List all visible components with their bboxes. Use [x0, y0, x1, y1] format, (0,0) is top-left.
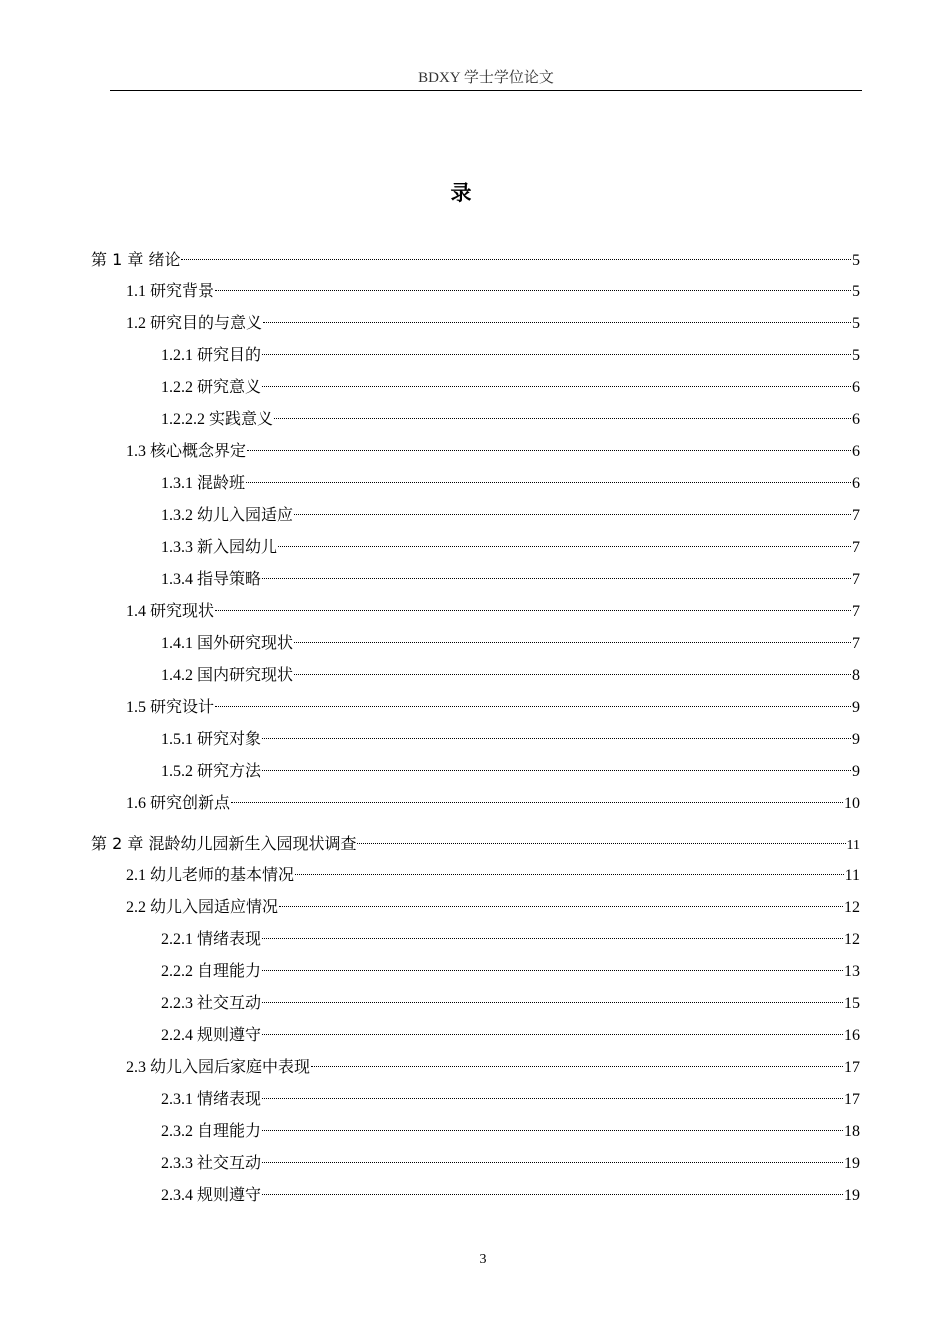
dot-leader: [274, 418, 851, 419]
dot-leader: [247, 450, 851, 451]
toc-entry-title: 1.3.1 混龄班: [161, 475, 246, 492]
dot-leader: [262, 578, 851, 579]
dot-leader: [294, 674, 851, 675]
toc-entry-title: 2.2.4 规则遵守: [161, 1027, 262, 1044]
dot-leader: [279, 906, 843, 907]
toc-entry-page: 7: [852, 539, 860, 556]
toc-entry[interactable]: [161, 1184, 860, 1208]
dot-leader: [215, 290, 851, 291]
dot-leader: [181, 259, 851, 260]
dot-leader: [262, 938, 843, 939]
toc-entry-page: 17: [844, 1059, 860, 1076]
toc-entry-title: 1.2 研究目的与意义: [126, 315, 263, 332]
toc-entry[interactable]: [161, 992, 860, 1016]
toc-entry[interactable]: [161, 928, 860, 952]
toc-entry-title: 1.3 核心概念界定: [126, 443, 247, 460]
toc-entry-title: 2.3.2 自理能力: [161, 1123, 262, 1140]
toc-entry-page: 10: [844, 795, 860, 812]
toc-chapter-entry[interactable]: [91, 248, 860, 272]
toc-entry-title: 1.1 研究背景: [126, 283, 215, 300]
toc-entry-title: 1.3.4 指导策略: [161, 571, 262, 588]
dot-leader: [278, 546, 851, 547]
toc-entry[interactable]: [126, 600, 860, 624]
toc-entry-title: 1.2.2.2 实践意义: [161, 411, 274, 428]
toc-entry[interactable]: [126, 896, 860, 920]
toc-entry-title: 第 1 章 绪论: [91, 250, 181, 269]
toc-entry-page: 15: [844, 995, 860, 1012]
toc-entry[interactable]: [161, 664, 860, 688]
toc-entry-page: 7: [852, 603, 860, 620]
toc-entry-page: 9: [852, 699, 860, 716]
toc-entry-page: 6: [852, 475, 860, 492]
toc-entry-page: 17: [844, 1091, 860, 1108]
toc-entry[interactable]: [161, 632, 860, 656]
toc-entry-title: 1.4.1 国外研究现状: [161, 635, 294, 652]
toc-entry-page: 8: [852, 667, 860, 684]
toc-entry[interactable]: [126, 864, 860, 888]
toc-entry-title: 2.2.3 社交互动: [161, 995, 262, 1012]
toc-entry[interactable]: [161, 408, 860, 432]
toc-entry[interactable]: [161, 960, 860, 984]
toc-entry-page: 19: [844, 1155, 860, 1172]
toc-entry-title: 1.6 研究创新点: [126, 795, 231, 812]
toc-entry-page: 7: [852, 635, 860, 652]
toc-entry-title: 1.4 研究现状: [126, 603, 215, 620]
toc-entry-title: 2.3.3 社交互动: [161, 1155, 262, 1172]
toc-entry[interactable]: [161, 760, 860, 784]
toc-entry-title: 1.2.2 研究意义: [161, 379, 262, 396]
toc-entry-title: 2.2.1 情绪表现: [161, 931, 262, 948]
dot-leader: [262, 354, 851, 355]
toc-entry-title: 1.5.2 研究方法: [161, 763, 262, 780]
toc-entry-page: 5: [852, 347, 860, 364]
toc-entry[interactable]: [161, 472, 860, 496]
dot-leader: [262, 1002, 843, 1003]
toc-entry-page: 12: [844, 899, 860, 916]
toc-entry-title: 2.3.4 规则遵守: [161, 1187, 262, 1204]
toc-entry-page: 9: [852, 731, 860, 748]
toc-entry-page: 5: [852, 283, 860, 300]
toc-entry[interactable]: [126, 696, 860, 720]
toc-entry-title: 2.2 幼儿入园适应情况: [126, 899, 279, 916]
toc-entry[interactable]: [126, 312, 860, 336]
toc-entry-page: 6: [852, 411, 860, 428]
toc-entry-title: 2.1 幼儿老师的基本情况: [126, 867, 295, 884]
dot-leader: [357, 843, 845, 844]
dot-leader: [262, 1194, 843, 1195]
toc-entry-page: 5: [852, 252, 860, 269]
toc-entry[interactable]: [161, 1120, 860, 1144]
dot-leader: [262, 1098, 843, 1099]
toc-chapter-entry[interactable]: [91, 832, 860, 856]
dot-leader: [262, 1130, 843, 1131]
dot-leader: [215, 610, 851, 611]
dot-leader: [294, 642, 851, 643]
toc-entry-page: 13: [844, 963, 860, 980]
toc-entry[interactable]: [126, 280, 860, 304]
toc-entry-page: 9: [852, 763, 860, 780]
toc-entry[interactable]: [161, 568, 860, 592]
dot-leader: [231, 802, 843, 803]
toc-entry-page: 7: [852, 571, 860, 588]
dot-leader: [263, 322, 851, 323]
toc-entry-page: 6: [852, 443, 860, 460]
toc-entry-page: 18: [844, 1123, 860, 1140]
toc-entry[interactable]: [161, 536, 860, 560]
toc-entry-page: 11: [846, 838, 860, 853]
toc-entry-title: 1.3.3 新入园幼儿: [161, 539, 278, 556]
toc-entry[interactable]: [161, 344, 860, 368]
dot-leader: [295, 874, 844, 875]
toc-entry-title: 2.2.2 自理能力: [161, 963, 262, 980]
dot-leader: [262, 970, 843, 971]
toc-entry[interactable]: [161, 1152, 860, 1176]
toc-entry-title: 2.3.1 情绪表现: [161, 1091, 262, 1108]
toc-entry[interactable]: [161, 1088, 860, 1112]
dot-leader: [311, 1066, 843, 1067]
dot-leader: [294, 514, 851, 515]
page-number: 3: [479, 1252, 487, 1267]
toc-entry-page: 6: [852, 379, 860, 396]
dot-leader: [262, 1162, 843, 1163]
toc-entry-title: 1.3.2 幼儿入园适应: [161, 507, 294, 524]
toc-entry-page: 11: [844, 867, 860, 884]
toc-entry[interactable]: [126, 792, 860, 816]
dot-leader: [262, 738, 851, 739]
toc-title: 录: [450, 181, 472, 205]
toc-entry-page: 5: [852, 315, 860, 332]
header-text: BDXY 学士学位论文: [418, 70, 554, 86]
page-footer: [0, 1250, 950, 1270]
toc-entry[interactable]: [161, 1024, 860, 1048]
dot-leader: [262, 770, 851, 771]
toc-entry[interactable]: [161, 376, 860, 400]
toc-entry-page: 12: [844, 931, 860, 948]
dot-leader: [262, 1034, 843, 1035]
toc-entry-page: 16: [844, 1027, 860, 1044]
dot-leader: [246, 482, 851, 483]
toc-entry-page: 19: [844, 1187, 860, 1204]
toc-entry-page: 7: [852, 507, 860, 524]
toc-entry-title: 1.5.1 研究对象: [161, 731, 262, 748]
toc-entry-title: 1.5 研究设计: [126, 699, 215, 716]
toc-entry[interactable]: [161, 728, 860, 752]
toc-entry[interactable]: [161, 504, 860, 528]
dot-leader: [262, 386, 851, 387]
dot-leader: [215, 706, 851, 707]
toc-entry-title: 2.3 幼儿入园后家庭中表现: [126, 1059, 311, 1076]
toc-entry-title: 第 2 章 混龄幼儿园新生入园现状调查: [91, 834, 357, 853]
toc-entry[interactable]: [126, 440, 860, 464]
toc-entry-title: 1.4.2 国内研究现状: [161, 667, 294, 684]
toc-entry-title: 1.2.1 研究目的: [161, 347, 262, 364]
toc-entry[interactable]: [126, 1056, 860, 1080]
